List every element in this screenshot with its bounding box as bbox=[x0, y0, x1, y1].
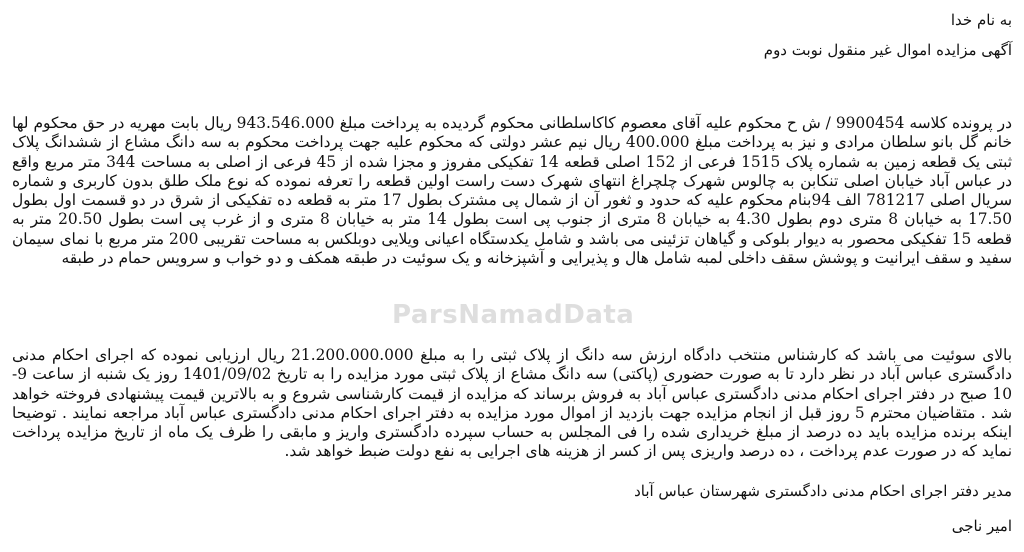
signatory-title: مدیر دفتر اجرای احکام مدنی دادگستری شهرستان عباس آباد bbox=[634, 482, 1012, 500]
notice-paragraph-2: بالای سوئیت می باشد که کارشناس منتخب دادگاه ارزش سه دانگ از پلاک ثبتی را به مبلغ 21.200.000.000 ریال ارزیابی نموده که اجرای احکام مدنی دادگستری عباس آباد در نظر دارد تا به صورت حضوری (پاکتی) سه دانگ مشاع از پلاک ثبتی مورد مزایده را به تاریخ 1401/09/02 روز یک شنبه از ساعت 9-10 صبح در دفتر اجرای احکام مدنی دادگستری عباس آباد به فروش برساند که مزایده از قیمت کارشناسی شروع و به بالاترین قیمت پیشنهادی فروخته خواهد شد . متقاضیان محترم 5 روز قبل از انجام مزایده جهت بازدید از اموال مورد مزایده به دفتر اجرای احکام مدنی دادگستری عباس آباد مراجعه نمایند . توضیحا اینکه برنده مزایده باید ده درصد از مبلغ خریداری شده را فی المجلس به حساب سپرده دادگستری واریز و مابقی را ظرف یک ماه از تاریخ مزایده پرداخت نماید که در صورت عدم پرداخت ، ده درصد واریزی پس از کسر از هزینه های اجرایی به نفع دولت ضبط خواهد شد. bbox=[12, 346, 1013, 461]
signatory-name: امیر ناجی bbox=[951, 517, 1012, 535]
watermark-text: ParsNamadData bbox=[392, 300, 635, 330]
bismillah-heading: به نام خدا bbox=[950, 11, 1012, 29]
notice-title: آگهی مزایده اموال غیر منقول نوبت دوم bbox=[763, 41, 1012, 59]
notice-paragraph-1: در پرونده کلاسه 9900454 / ش ح محکوم علیه آقای معصوم کاکاسلطانی محکوم گردیده به پرداخت مبلغ 943.546.000 ریال بابت مهریه در حق محکوم لها خانم گل بانو سلطان مرادی و نیز به پرداخت مبلغ 400.000 ریال نیم عشر دولتی که محکوم علیه جهت پرداخت محکوم به سه دانگ مشاع از ششدانگ پلاک ثبتی یک قطعه زمین به شماره پلاک 1515 فرعی از 152 اصلی قطعه 14 تفکیکی مفروز و مجزا شده از 45 فرعی از اصلی به مساحت 344 متر مربع واقع در عباس آباد خیابان اصلی تنکابن به چالوس شهرک چلچراغ انتهای شهرک دست راست اولین قطعه را تعرفه نموده که نوع ملک طلق بدون کاربری و شماره سریال اصلی 781217 الف 94بنام محکوم علیه که حدود و ثغور آن از شمال پی مشترک بطول 17 متر به قطعه ده تفکیکی از شرق در دو قسمت اول بطول 17.50 به خیابان 8 متری دوم بطول 4.30 به خیابان 8 متری از جنوب پی است بطول 14 متر به خیابان 8 متری و از غرب پی است بطول 20.50 متر به قطعه 15 تفکیکی محصور به دیوار بلوکی و گیاهان تزئینی می باشد و شامل یکدستگاه اعیانی ویلایی دوبلکس به مساحت تقریبی 200 متر مربع با نمای سیمان سفید و سقف ایرانیت و پوشش سقف داخلی لمبه شامل هال و پذیرایی و آشپزخانه و یک سوئیت در طبقه همکف و دو خواب و سرویس حمام در طبقه bbox=[12, 114, 1013, 268]
